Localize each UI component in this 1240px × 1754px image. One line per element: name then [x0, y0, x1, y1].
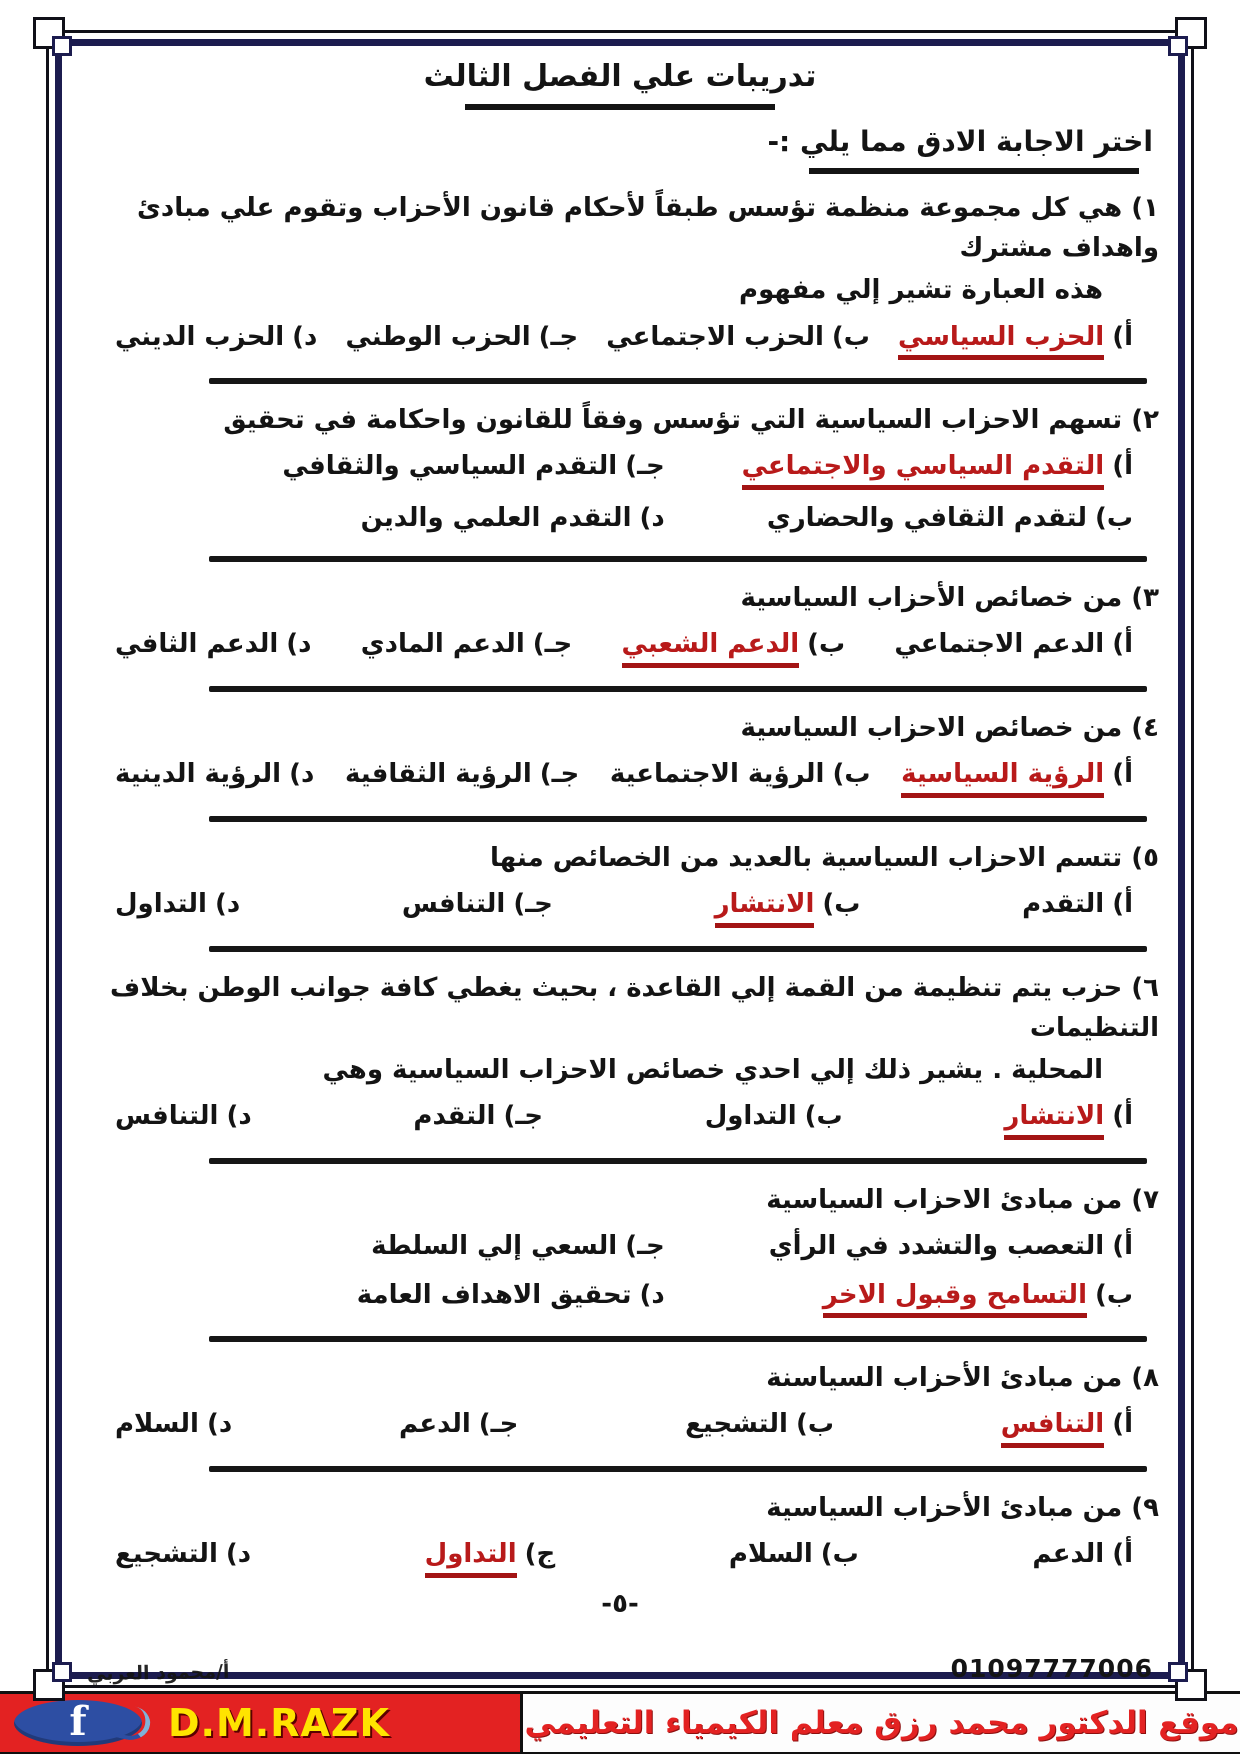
option-label: أ): [1112, 1101, 1133, 1132]
question-8-options: [81, 1400, 1159, 1450]
option-text: التعصب والتشدد في الرأي: [768, 1231, 1105, 1262]
option-text: الحزب الديني: [115, 321, 285, 352]
question-8: [81, 1358, 1159, 1450]
question-8-option-c: [399, 1404, 518, 1444]
site-title-text: موقع الدكتور محمد رزق معلم الكيمياء التعليمي: [524, 1705, 1239, 1741]
question-separator: [209, 378, 1147, 384]
option-text: الحزب الوطني: [345, 321, 531, 352]
option-text: الرؤية الثقافية: [344, 759, 532, 790]
option-text-correct-answer: الرؤية السياسية: [901, 758, 1104, 798]
option-label: جـ): [539, 759, 580, 790]
question-9-option-a: [1032, 1534, 1133, 1574]
footer-brand-zone: [0, 1694, 523, 1752]
question-3-option-d: [115, 624, 312, 664]
question-1-text: هذه العبارة تشير إلي مفهوم: [739, 275, 1103, 306]
title-underline: [465, 104, 775, 110]
question-6-option-c: [413, 1096, 543, 1136]
option-text: الدعم المادي: [360, 629, 525, 660]
option-label: د): [286, 629, 312, 660]
option-text: الدعم الثافي: [115, 629, 279, 660]
question-7-option-b: [665, 1275, 1133, 1319]
option-text-correct-answer: الانتشار: [715, 888, 815, 928]
footer-banner: [0, 1691, 1240, 1754]
question-1-options: [81, 313, 1159, 363]
question-5-options: [81, 880, 1159, 930]
question-separator: [209, 1336, 1147, 1342]
phone-number: 01097777006: [950, 1653, 1153, 1683]
question-9-options: [81, 1530, 1159, 1580]
question-5: [81, 838, 1159, 930]
option-text-correct-answer: التقدم السياسي والاجتماعي: [742, 450, 1105, 490]
question-2-text: ٢) تسهم الاحزاب السياسية التي تؤسس وفقاً للقانون واحكامة في تحقيق: [223, 405, 1159, 436]
question-separator: [209, 686, 1147, 692]
question-separator: [209, 946, 1147, 952]
question-1-text: ١) هي كل مجموعة منظمة تؤسس طبقاً لأحكام قانون الأحزاب وتقوم علي مبادئ واهداف مشترك: [137, 192, 1159, 263]
question-2-option-a: [665, 446, 1133, 490]
option-label: ج): [524, 1539, 556, 1570]
question-1-option-d: [115, 317, 317, 357]
option-text: الدعم: [398, 1409, 471, 1440]
option-text: السلام: [728, 1539, 813, 1570]
facebook-f-glyph: f: [69, 1697, 87, 1745]
option-label: أ): [1112, 1231, 1133, 1262]
option-text-correct-answer: التنافس: [1001, 1408, 1104, 1448]
frame-corner-ornament: [33, 17, 65, 49]
question-2-option-c: [115, 446, 665, 490]
option-label: ب): [822, 889, 861, 920]
option-label: ب): [831, 321, 870, 352]
option-label: ب): [820, 1539, 859, 1570]
question-6-text: ٦) حزب يتم تنظيمة من القمة إلي القاعدة ، بحيث يغطي كافة جوانب الوطن بخلاف التنظيمات: [110, 972, 1159, 1043]
question-separator: [209, 1466, 1147, 1472]
question-4-option-b: [610, 754, 871, 794]
question-6-option-d: [115, 1096, 252, 1136]
option-text: التشجيع: [685, 1409, 788, 1440]
option-label: جـ): [478, 1409, 519, 1440]
question-1-option-b: [606, 317, 870, 357]
question-4-option-a: [901, 754, 1133, 798]
question-7-option-d: [115, 1275, 665, 1319]
brand-text: D.M.RAZK: [168, 1701, 390, 1745]
option-label: جـ): [513, 889, 553, 920]
option-text: الرؤية الدينية: [115, 759, 282, 790]
questions-list: [81, 188, 1159, 1580]
question-separator: [209, 816, 1147, 822]
question-2-options: [81, 442, 1159, 540]
option-label: جـ): [625, 1231, 665, 1262]
question-7-options: [81, 1222, 1159, 1320]
option-text: الرؤية الاجتماعية: [609, 759, 825, 790]
option-label: د): [214, 889, 241, 920]
question-3-options: [81, 620, 1159, 670]
question-7-option-c: [115, 1226, 665, 1266]
option-text: التقدم: [413, 1101, 496, 1132]
option-label: جـ): [503, 1101, 543, 1132]
frame-corner-ornament: [1175, 17, 1207, 49]
question-5-option-d: [115, 884, 240, 924]
author-signature: أ/محمود العربي: [86, 1661, 230, 1686]
option-text: التداول: [115, 889, 207, 920]
question-4-options: [81, 750, 1159, 800]
facebook-icon[interactable]: [14, 1697, 142, 1746]
question-6: [81, 968, 1159, 1142]
frame-corner-ornament: [1175, 1669, 1207, 1701]
option-label: د): [292, 321, 318, 352]
option-label: ب): [832, 759, 871, 790]
option-label: د): [639, 502, 665, 533]
option-label: أ): [1112, 1539, 1133, 1570]
question-separator: [209, 556, 1147, 562]
option-label: جـ): [538, 321, 579, 352]
question-3-option-c: [361, 624, 572, 664]
option-label: جـ): [625, 451, 665, 482]
option-text-correct-answer: التسامح وقبول الاخر: [823, 1279, 1087, 1319]
option-text: السعي إلي السلطة: [371, 1231, 618, 1262]
question-3-option-a: [894, 624, 1133, 664]
option-text: التنافس: [401, 889, 506, 920]
question-9-option-c: [425, 1534, 556, 1578]
question-2-option-b: [665, 498, 1133, 538]
option-label: أ): [1112, 889, 1133, 920]
option-text: تحقيق الاهداف العامة: [356, 1279, 632, 1310]
question-4: [81, 708, 1159, 800]
question-9-option-d: [115, 1534, 251, 1574]
page-number: -٥-: [601, 1588, 639, 1619]
option-text: التنافس: [115, 1101, 219, 1132]
question-8-option-b: [685, 1404, 834, 1444]
question-5-option-c: [402, 884, 553, 924]
option-label: أ): [1112, 451, 1133, 482]
question-4-option-d: [115, 754, 314, 794]
question-6-option-b: [705, 1096, 843, 1136]
page-frame: [46, 30, 1194, 1688]
question-9: [81, 1488, 1159, 1580]
option-label: أ): [1112, 321, 1133, 352]
option-label: أ): [1112, 629, 1133, 660]
question-3-text: ٣) من خصائص الأحزاب السياسية: [740, 583, 1159, 614]
option-text: الدعم الاجتماعي: [894, 629, 1105, 660]
question-6-text: المحلية . يشير ذلك إلي احدي خصائص الاحزاب السياسية وهي: [322, 1055, 1103, 1086]
option-label: د): [639, 1279, 665, 1310]
question-2: [81, 400, 1159, 540]
question-1: [81, 188, 1159, 362]
instruction-underline: [809, 168, 1139, 174]
footer-site-zone: [523, 1694, 1240, 1752]
option-text: التقدم: [1022, 889, 1105, 920]
question-8-text: ٨) من مبادئ الأحزاب السياسنة: [766, 1363, 1159, 1394]
question-9-option-b: [729, 1534, 859, 1574]
option-text-correct-answer: الانتشار: [1004, 1100, 1104, 1140]
question-2-option-d: [115, 498, 665, 538]
option-text: لتقدم الثقافي والحضاري: [766, 502, 1087, 533]
option-label: أ): [1112, 1409, 1133, 1440]
option-text: التقدم السياسي والثقافي: [282, 451, 618, 482]
worksheet-content: [67, 47, 1173, 1686]
option-text: التقدم العلمي والدين: [360, 502, 632, 533]
option-label: ب): [1094, 1279, 1133, 1310]
frame-corner-ornament: [33, 1669, 65, 1701]
option-label: ب): [1094, 502, 1133, 533]
option-label: د): [226, 1101, 252, 1132]
option-label: د): [206, 1409, 233, 1440]
option-text-correct-answer: التداول: [425, 1538, 517, 1578]
option-label: ب): [804, 1101, 843, 1132]
question-1-option-a: [898, 317, 1133, 361]
question-6-option-a: [1004, 1096, 1133, 1140]
question-7-option-a: [665, 1226, 1133, 1266]
question-3-option-b: [622, 624, 846, 668]
option-text: السلام: [115, 1409, 199, 1440]
option-label: ب): [795, 1409, 834, 1440]
question-6-options: [81, 1092, 1159, 1142]
option-text: التداول: [704, 1101, 797, 1132]
option-text: الدعم: [1032, 1539, 1105, 1570]
question-8-option-d: [115, 1404, 232, 1444]
question-7: [81, 1180, 1159, 1320]
option-text-correct-answer: الدعم الشعبي: [622, 628, 800, 668]
question-3: [81, 578, 1159, 670]
question-5-text: ٥) تتسم الاحزاب السياسية بالعديد من الخصائص منها: [490, 842, 1159, 873]
option-label: د): [225, 1539, 252, 1570]
instruction-text: اختر الاجابة الادق مما يلي :-: [767, 125, 1153, 159]
page-title: تدريبات علي الفصل الثالث: [423, 59, 817, 94]
option-label: د): [289, 759, 315, 790]
option-text: الحزب الاجتماعي: [606, 321, 824, 352]
question-9-text: ٩) من مبادئ الأحزاب السياسية: [766, 1492, 1159, 1523]
option-text: التشجيع: [115, 1539, 218, 1570]
question-separator: [209, 1158, 1147, 1164]
question-5-option-a: [1022, 884, 1133, 924]
option-label: جـ): [532, 629, 573, 660]
question-5-option-b: [715, 884, 861, 928]
question-8-option-a: [1001, 1404, 1133, 1448]
question-7-text: ٧) من مبادئ الاحزاب السياسية: [766, 1184, 1159, 1215]
option-label: أ): [1112, 759, 1133, 790]
question-4-text: ٤) من خصائص الاحزاب السياسية: [740, 712, 1159, 743]
option-text-correct-answer: الحزب السياسي: [898, 321, 1104, 361]
option-label: ب): [807, 629, 846, 660]
question-1-option-c: [345, 317, 578, 357]
question-4-option-c: [345, 754, 579, 794]
